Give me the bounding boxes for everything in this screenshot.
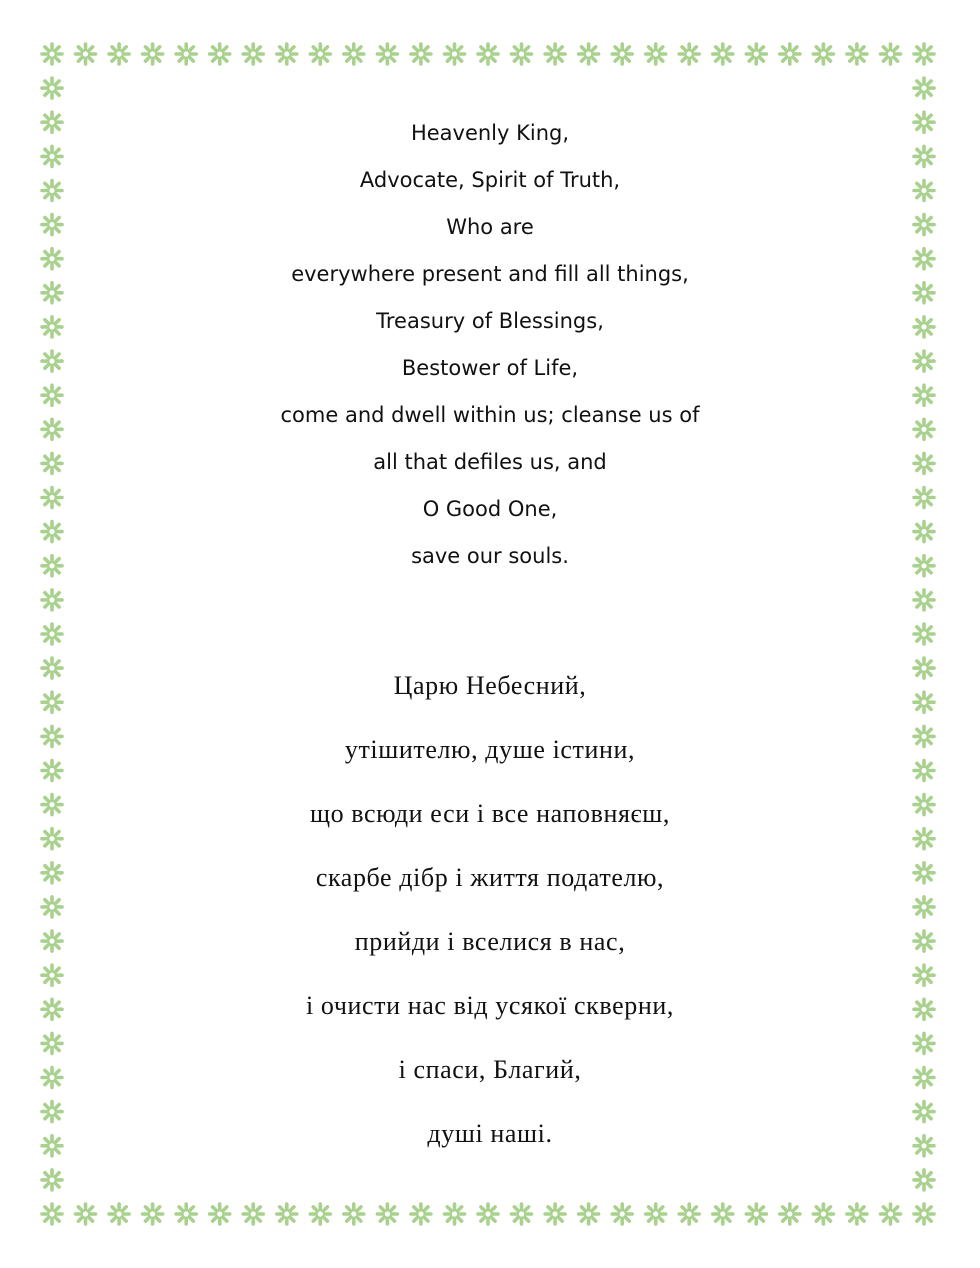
flower-icon (411, 44, 431, 64)
prayer-en-line: all that defiles us, and (373, 450, 607, 474)
flower-icon (143, 1204, 163, 1224)
flower-icon (445, 44, 465, 64)
flower-icon (42, 1204, 62, 1224)
flower-icon (344, 1204, 364, 1224)
prayer-en-line: come and dwell within us; cleanse us of (280, 403, 700, 427)
flower-icon (109, 1204, 129, 1224)
flower-icon (646, 1204, 666, 1224)
flower-icon (512, 1204, 532, 1224)
flower-icon (243, 1204, 263, 1224)
flower-icon (310, 1204, 330, 1224)
prayer-en-line: O Good One, (422, 497, 558, 521)
flower-icon (42, 624, 62, 644)
flower-icon (713, 1204, 733, 1224)
flower-icon (847, 44, 867, 64)
flower-icon (612, 44, 632, 64)
flower-icon (713, 44, 733, 64)
prayer-uk-line: і очисти нас від усякої скверни, (306, 991, 674, 1020)
flower-icon (411, 1204, 431, 1224)
flower-icon (847, 1204, 867, 1224)
prayer-uk-line: прийди і вселися в нас, (354, 927, 626, 956)
flower-icon (612, 1204, 632, 1224)
flower-icon (478, 1204, 498, 1224)
prayer-english (0, 118, 980, 588)
prayer-en-line: Bestower of Life, (401, 356, 579, 380)
prayer-en-line: Who are (446, 215, 534, 239)
prayer-en-line: Advocate, Spirit of Truth, (359, 168, 621, 192)
flower-icon (679, 1204, 699, 1224)
flower-icon (813, 1204, 833, 1224)
flower-icon (646, 44, 666, 64)
flower-icon (76, 44, 96, 64)
flower-icon (579, 44, 599, 64)
prayer-uk-line: утішителю, душе істини, (344, 735, 636, 764)
prayer-ukrainian (0, 668, 980, 1180)
flower-icon (243, 44, 263, 64)
flower-icon (881, 1204, 901, 1224)
prayer-en-line: Treasury of Blessings, (376, 309, 604, 333)
flower-icon (310, 44, 330, 64)
flower-icon (780, 44, 800, 64)
flower-icon (76, 1204, 96, 1224)
flower-icon (377, 1204, 397, 1224)
flower-icon (176, 44, 196, 64)
flower-icon (42, 44, 62, 64)
flower-icon (813, 44, 833, 64)
prayer-uk-line: і спаси, Благий, (398, 1055, 582, 1084)
flower-icon (881, 44, 901, 64)
flower-icon (914, 1204, 934, 1224)
flower-icon (914, 78, 934, 98)
prayer-uk-line: що всюди еси і все наповняєш, (309, 799, 671, 828)
flower-icon (377, 44, 397, 64)
flower-icon (746, 1204, 766, 1224)
flower-icon (512, 44, 532, 64)
prayer-en-line: everywhere present and fill all things, (291, 262, 689, 286)
prayer-uk-line: душі наші. (427, 1119, 553, 1148)
flower-icon (914, 44, 934, 64)
flower-icon (143, 44, 163, 64)
flower-icon (210, 44, 230, 64)
flower-icon (914, 624, 934, 644)
flower-icon (277, 44, 297, 64)
flower-icon (679, 44, 699, 64)
flower-icon (277, 1204, 297, 1224)
flower-icon (344, 44, 364, 64)
flower-icon (176, 1204, 196, 1224)
prayer-en-line: save our souls. (411, 544, 569, 568)
flower-icon (42, 590, 62, 610)
flower-icon (746, 44, 766, 64)
prayer-uk-line: Царю Небесний, (393, 671, 587, 700)
prayer-en-line: Heavenly King, (410, 121, 570, 145)
flower-icon (42, 78, 62, 98)
flower-icon (478, 44, 498, 64)
flower-icon (780, 1204, 800, 1224)
flower-icon (210, 1204, 230, 1224)
flower-icon (545, 1204, 565, 1224)
flower-icon (109, 44, 129, 64)
flower-icon (579, 1204, 599, 1224)
flower-icon (545, 44, 565, 64)
flower-icon (445, 1204, 465, 1224)
prayer-uk-line: скарбе дібр і життя подателю, (315, 863, 665, 892)
flower-icon (914, 590, 934, 610)
